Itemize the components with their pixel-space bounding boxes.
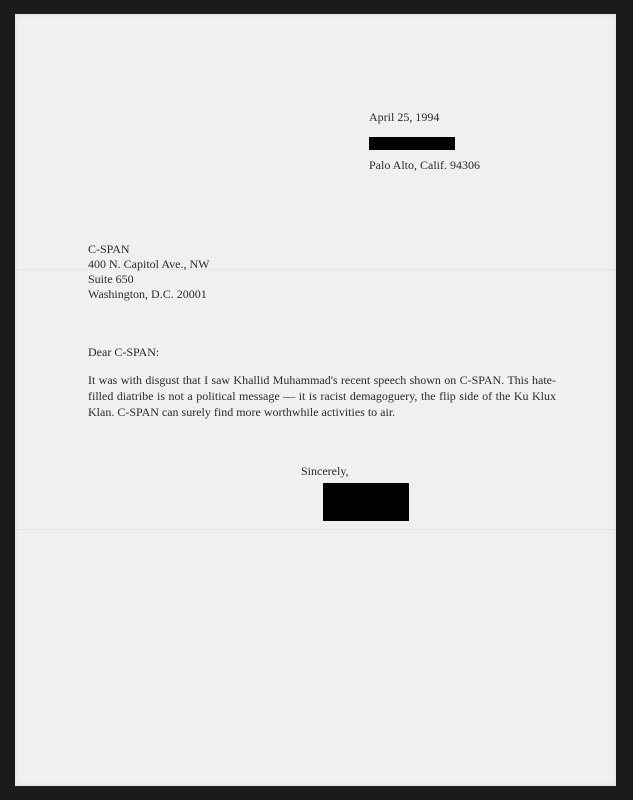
paper-fold-line: [15, 529, 616, 530]
closing: Sincerely,: [301, 464, 349, 478]
sender-block: [369, 110, 480, 173]
recipient-line: Suite 650: [88, 272, 134, 286]
sender-city-line: Palo Alto, Calif. 94306: [369, 158, 480, 172]
redacted-signature: [323, 483, 409, 521]
recipient-address: [88, 242, 209, 302]
recipient-line: 400 N. Capitol Ave., NW: [88, 257, 210, 271]
redacted-sender-address: [369, 137, 455, 150]
salutation: Dear C-SPAN:: [88, 345, 160, 359]
letter-body: It was with disgust that I saw Khallid Muhammad's recent speech shown on C-SPAN. This hate-filled diatribe is not a political message — it is racist demagoguery, the flip side of the Ku Klux Klan. C-SPAN can surely find more worthwhile activities to air.: [88, 373, 556, 419]
recipient-line: Washington, D.C. 20001: [88, 287, 207, 301]
letter-date: April 25, 1994: [369, 110, 440, 124]
letter-page: [15, 14, 616, 786]
recipient-line: C-SPAN: [88, 242, 130, 256]
